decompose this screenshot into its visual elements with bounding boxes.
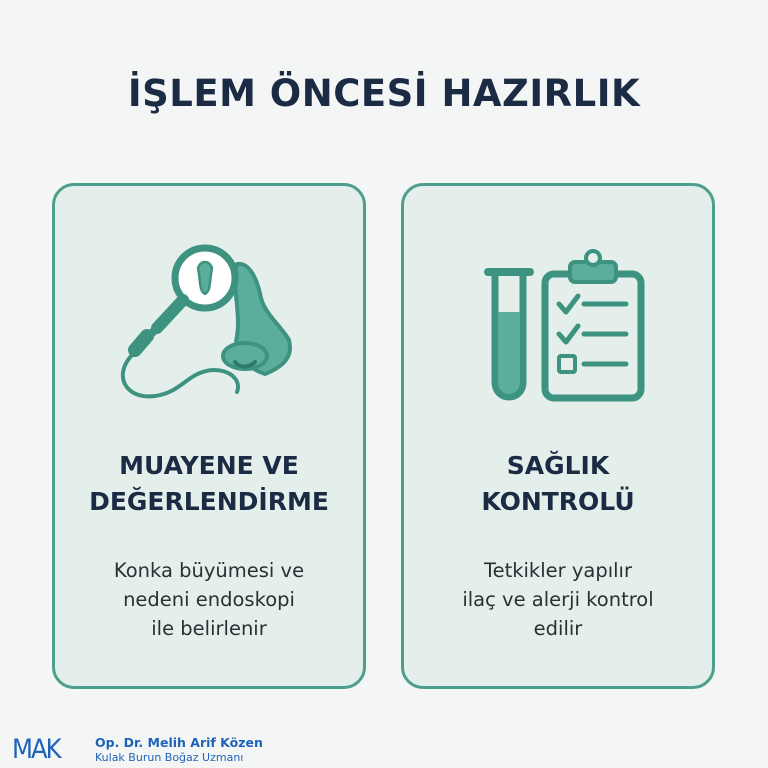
page-title: İŞLEM ÖNCESİ HAZIRLIK (127, 72, 641, 115)
card-title: SAĞLIK KONTROLÜ (481, 451, 635, 516)
card-health-check (401, 183, 715, 689)
test-tube-clipboard-icon (404, 186, 712, 436)
card-examination (52, 183, 366, 689)
card-title: MUAYENE VE DEĞERLENDİRME (89, 451, 329, 516)
doctor-specialty: Kulak Burun Boğaz Uzmanı (95, 751, 244, 764)
brand-logo: MAK (12, 734, 60, 765)
nasal-endoscope-icon (55, 186, 363, 436)
card-description: Konka büyümesi ve nedeni endoskopi ile belirlenir (113, 559, 305, 640)
doctor-name: Op. Dr. Melih Arif Közen (95, 735, 263, 750)
card-description: Tetkikler yapılır ilaç ve alerji kontrol edilir (462, 559, 654, 640)
